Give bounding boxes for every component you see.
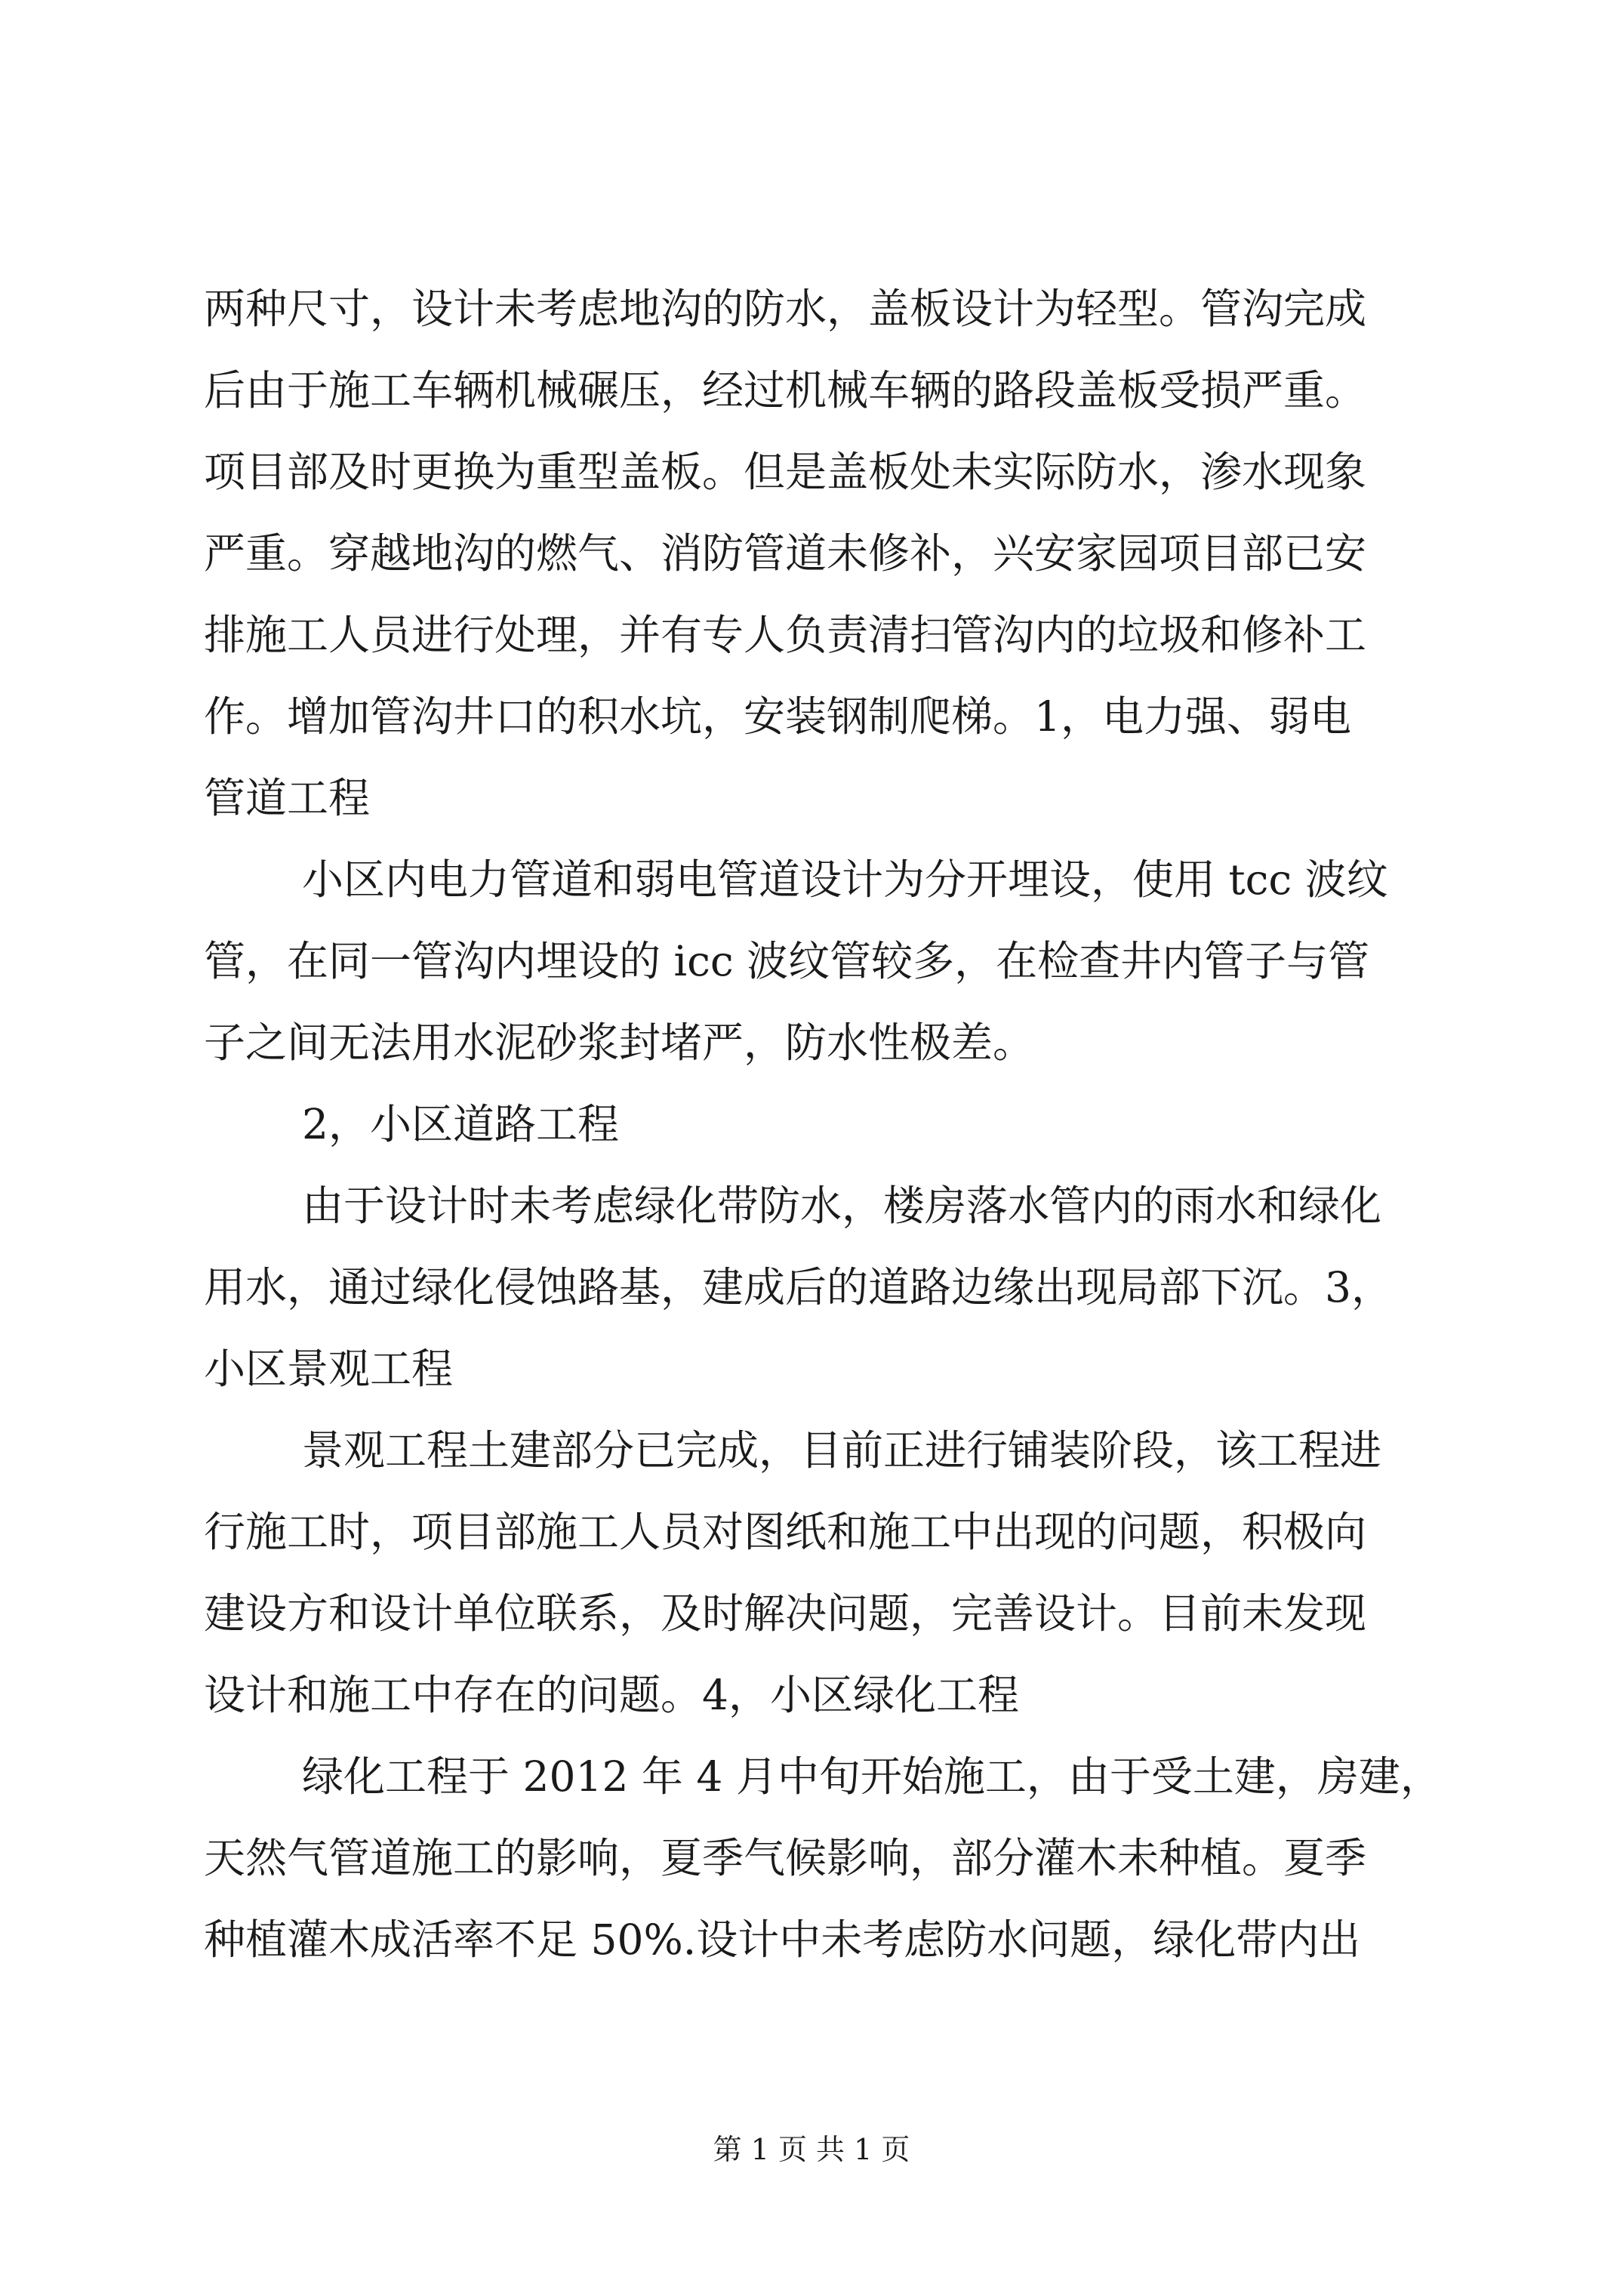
text-line: 天然气管道施工的影响，夏季气候影响，部分灌木未种植。夏季 xyxy=(204,1834,1367,1882)
text-line: 后由于施工车辆机械碾压，经过机械车辆的路段盖板受损严重。 xyxy=(204,366,1367,415)
text-line: 绿化工程于 2012 年 4 月中旬开始施工，由于受土建，房建， xyxy=(302,1752,1442,1801)
text-line: 行施工时，项目部施工人员对图纸和施工中出现的问题，积极向 xyxy=(204,1508,1367,1556)
document-body xyxy=(204,268,1442,1980)
text-line: 管道工程 xyxy=(204,774,371,822)
text-line: 作。增加管沟井口的积水坑，安装钢制爬梯。1，电力强、弱电 xyxy=(204,692,1351,741)
text-line: 两种尺寸，设计未考虑地沟的防水，盖板设计为轻型。管沟完成 xyxy=(204,285,1367,333)
text-line: 种植灌木成活率不足 50%.设计中未考虑防水问题，绿化带内出 xyxy=(204,1915,1361,1964)
text-line: 建设方和设计单位联系，及时解决问题，完善设计。目前未发现 xyxy=(204,1589,1367,1638)
text-line: 用水，通过绿化侵蚀路基，建成后的道路边缘出现局部下沉。3， xyxy=(204,1263,1393,1311)
text-line: 严重。穿越地沟的燃气、消防管道未修补，兴安家园项目部已安 xyxy=(204,529,1367,578)
text-line: 排施工人员进行处理，并有专人负责清扫管沟内的垃圾和修补工 xyxy=(204,611,1367,659)
page-number-footer: 第 1 页 共 1 页 xyxy=(713,2133,910,2166)
text-line: 小区内电力管道和弱电管道设计为分开埋设，使用 tcc 波纹 xyxy=(302,855,1388,904)
text-line: 由于设计时未考虑绿化带防水，楼房落水管内的雨水和绿化 xyxy=(302,1182,1382,1230)
text-line: 景观工程土建部分已完成，目前正进行铺装阶段，该工程进 xyxy=(302,1426,1382,1475)
text-line: 2，小区道路工程 xyxy=(302,1100,619,1148)
text-line: 小区景观工程 xyxy=(204,1345,454,1393)
text-line: 设计和施工中存在的问题。4，小区绿化工程 xyxy=(204,1671,1019,1719)
text-line: 子之间无法用水泥砂浆封堵严，防水性极差。 xyxy=(204,1019,1035,1067)
text-line: 项目部及时更换为重型盖板。但是盖板处未实际防水，渗水现象 xyxy=(204,448,1367,496)
text-line: 管，在同一管沟内埋设的 icc 波纹管较多，在检查井内管子与管 xyxy=(204,937,1370,985)
